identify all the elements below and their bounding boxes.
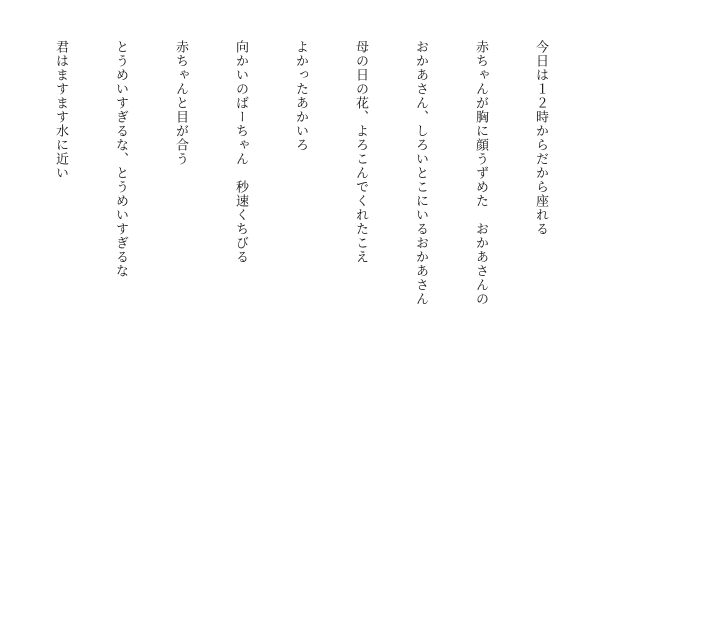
poem-line: とうめいすぎるな、とうめいすぎるな bbox=[113, 40, 128, 278]
poem-line: 母の日の花、よろこんでくれたこえ bbox=[353, 40, 368, 264]
poem-line: おかあさん、しろいとこにいるおかあさん bbox=[413, 40, 428, 306]
poem-line: 赤ちゃんと目が合う bbox=[173, 40, 188, 166]
vertical-poem bbox=[0, 40, 630, 600]
stanza-1 bbox=[10, 40, 590, 600]
poem-line: 今日は１２時からだから座れる bbox=[533, 40, 548, 236]
poem-line: よかったあかいろ bbox=[293, 40, 308, 152]
poem-line: 赤ちゃんが胸に顔うずめた おかあさんの bbox=[473, 40, 488, 306]
poem-line: 向かいのばーちゃん 秒速くちびる bbox=[233, 40, 248, 264]
poem-line: 君はますます水に近い bbox=[53, 40, 68, 180]
